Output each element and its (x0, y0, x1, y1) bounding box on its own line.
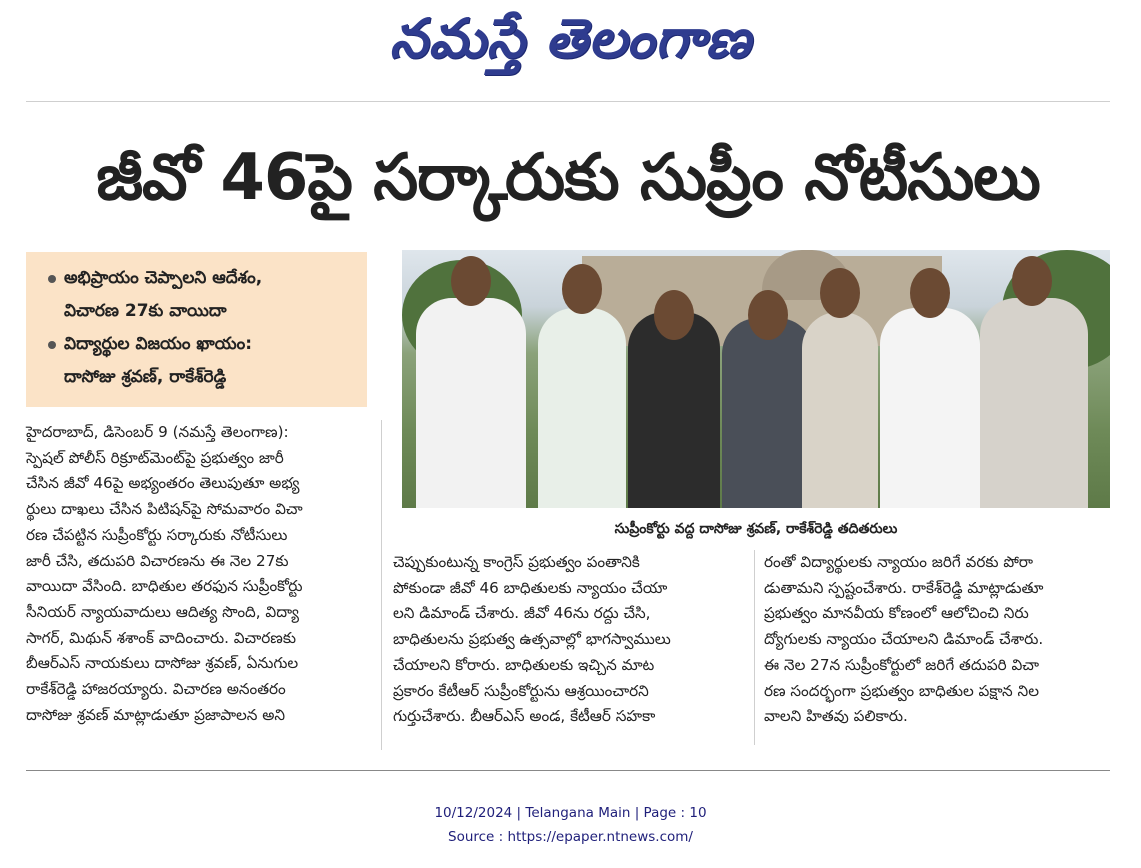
photo-person-head (451, 256, 491, 306)
column-line: బీఆర్‌ఎస్ నాయకులు దాసోజు శ్రవణ్, ఏనుగుల (26, 654, 299, 673)
photo-person (980, 298, 1088, 508)
article-column-1 (26, 420, 371, 728)
photo-caption: సుప్రీంకోర్టు వద్ద దాసోజు శ్రవణ్, రాకేశ్‌రెడ్డి తదితరులు (614, 521, 898, 537)
footer-source-link[interactable]: Source : https://epaper.ntnews.com/ (448, 829, 693, 845)
photo-person (802, 312, 878, 508)
highlight-item-continuation (48, 295, 359, 328)
column-line: చేసిన జీవో 46పై అభ్యంతరం తెలుపుతూ అభ్య (26, 474, 300, 493)
highlights-box (26, 252, 367, 407)
photo-person-head (562, 264, 602, 314)
photo-person-head (748, 290, 788, 340)
column-line: రణ చేపట్టిన సుప్రీంకోర్టు సర్కారుకు నోటీసులు (26, 525, 288, 544)
column-line: ప్రకారం కేటీఆర్ సుప్రీంకోర్టును ఆశ్రయించారని (393, 681, 649, 700)
column-line: రంతో విద్యార్థులకు న్యాయం జరిగే వరకు పోరా (764, 553, 1034, 571)
highlight-item (48, 328, 359, 361)
article-column-3 (764, 550, 1114, 730)
photo-person (880, 308, 980, 508)
footer-edition-info: 10/12/2024 | Telangana Main | Page : 10 (434, 805, 707, 821)
column-divider (754, 550, 755, 745)
column-line: స్పెషల్ పోలీస్ రిక్రూట్‌మెంట్‌పై ప్రభుత్వం జారీ (26, 448, 284, 467)
column-line: పోకుండా జీవో 46 బాధితులకు న్యాయం చేయా (393, 578, 668, 597)
photo-person (538, 308, 626, 508)
photo-person-head (910, 268, 950, 318)
column-line: లని డిమాండ్ చేశారు. జీవో 46ను రద్దు చేసి, (393, 604, 651, 623)
highlight-line: అభిప్రాయం చెప్పాలని ఆదేశం, (64, 268, 263, 288)
column-line: డుతామని స్పష్టంచేశారు. రాకేశ్‌రెడ్డి మాట్లాడుతూ (764, 578, 1044, 597)
column-line: ర్థులు దాఖలు చేసిన పిటిషన్‌పై సోమవారం విచా (26, 500, 303, 519)
photo-person (722, 318, 814, 508)
bullet-icon (48, 275, 56, 283)
bullet-icon (48, 341, 56, 349)
article-headline: జీవో 46పై సర్కారుకు సుప్రీం నోటీసులు (96, 141, 1040, 215)
highlight-item (48, 262, 359, 295)
photo-person-head (654, 290, 694, 340)
newspaper-masthead (0, 4, 1141, 74)
column-line: వాయిదా వేసింది. బాధితుల తరఫున సుప్రీంకోర్టు (26, 577, 303, 596)
masthead-divider (26, 101, 1110, 102)
column-line: సీనియర్ న్యాయవాదులు ఆదిత్య సొంది, విద్యా (26, 602, 299, 621)
photo-person (416, 298, 526, 508)
highlight-line: దాసోజు శ్రవణ్, రాకేశ్‌రెడ్డి (64, 367, 227, 387)
masthead-title: నమస్తే తెలంగాణ (389, 7, 752, 70)
highlight-item-continuation (48, 361, 359, 394)
column-line: సాగర్, మిథున్ శశాంక్ వాదించారు. విచారణకు (26, 628, 297, 647)
column-line: రణ సందర్భంగా ప్రభుత్వం బాధితుల పక్షాన నిల (764, 681, 1039, 700)
column-line: హైదరాబాద్, డిసెంబర్ 9 (నమస్తే తెలంగాణ): (26, 423, 289, 441)
photo-person-head (1012, 256, 1052, 306)
column-line: దాసోజు శ్రవణ్ మాట్లాడుతూ ప్రజాపాలన అని (26, 705, 286, 724)
column-line: రాకేశ్‌రెడ్డి హాజరయ్యారు. విచారణ అనంతరం (26, 680, 286, 699)
column-line: ఈ నెల 27న సుప్రీంకోర్టులో జరిగే తదుపరి విచా (764, 655, 1040, 674)
column-line: గుర్తుచేశారు. బీఆర్‌ఎస్ అండ, కేటీఆర్ సహకా (393, 707, 656, 726)
highlight-line: విద్యార్థుల విజయం ఖాయం: (64, 334, 252, 354)
photo-person-head (820, 268, 860, 318)
column-line: బాధితులను ప్రభుత్వ ఉత్సవాల్లో భాగస్వాములు (393, 630, 671, 649)
highlight-line: విచారణ 27కు వాయిదా (64, 301, 227, 321)
column-line: చేయాలని కోరారు. బాధితులకు ఇచ్చిన మాట (393, 655, 655, 674)
column-divider (381, 420, 382, 750)
column-line: వాలని హితవు పలికారు. (764, 707, 908, 726)
news-photo (402, 250, 1110, 508)
photo-person (628, 312, 720, 508)
column-line: ద్యోగులకు న్యాయం చేయాలని డిమాండ్ చేశారు. (764, 630, 1044, 649)
column-line: చెప్పుకుంటున్న కాంగ్రెస్ ప్రభుత్వం పంతానికి (393, 553, 640, 571)
column-line: ప్రభుత్వం మానవీయ కోణంలో ఆలోచించి నిరు (764, 604, 1029, 623)
column-line: జారీ చేసి, తదుపరి విచారణను ఈ నెల 27కు (26, 551, 289, 570)
article-column-2 (393, 550, 743, 730)
footer-divider (26, 770, 1110, 771)
